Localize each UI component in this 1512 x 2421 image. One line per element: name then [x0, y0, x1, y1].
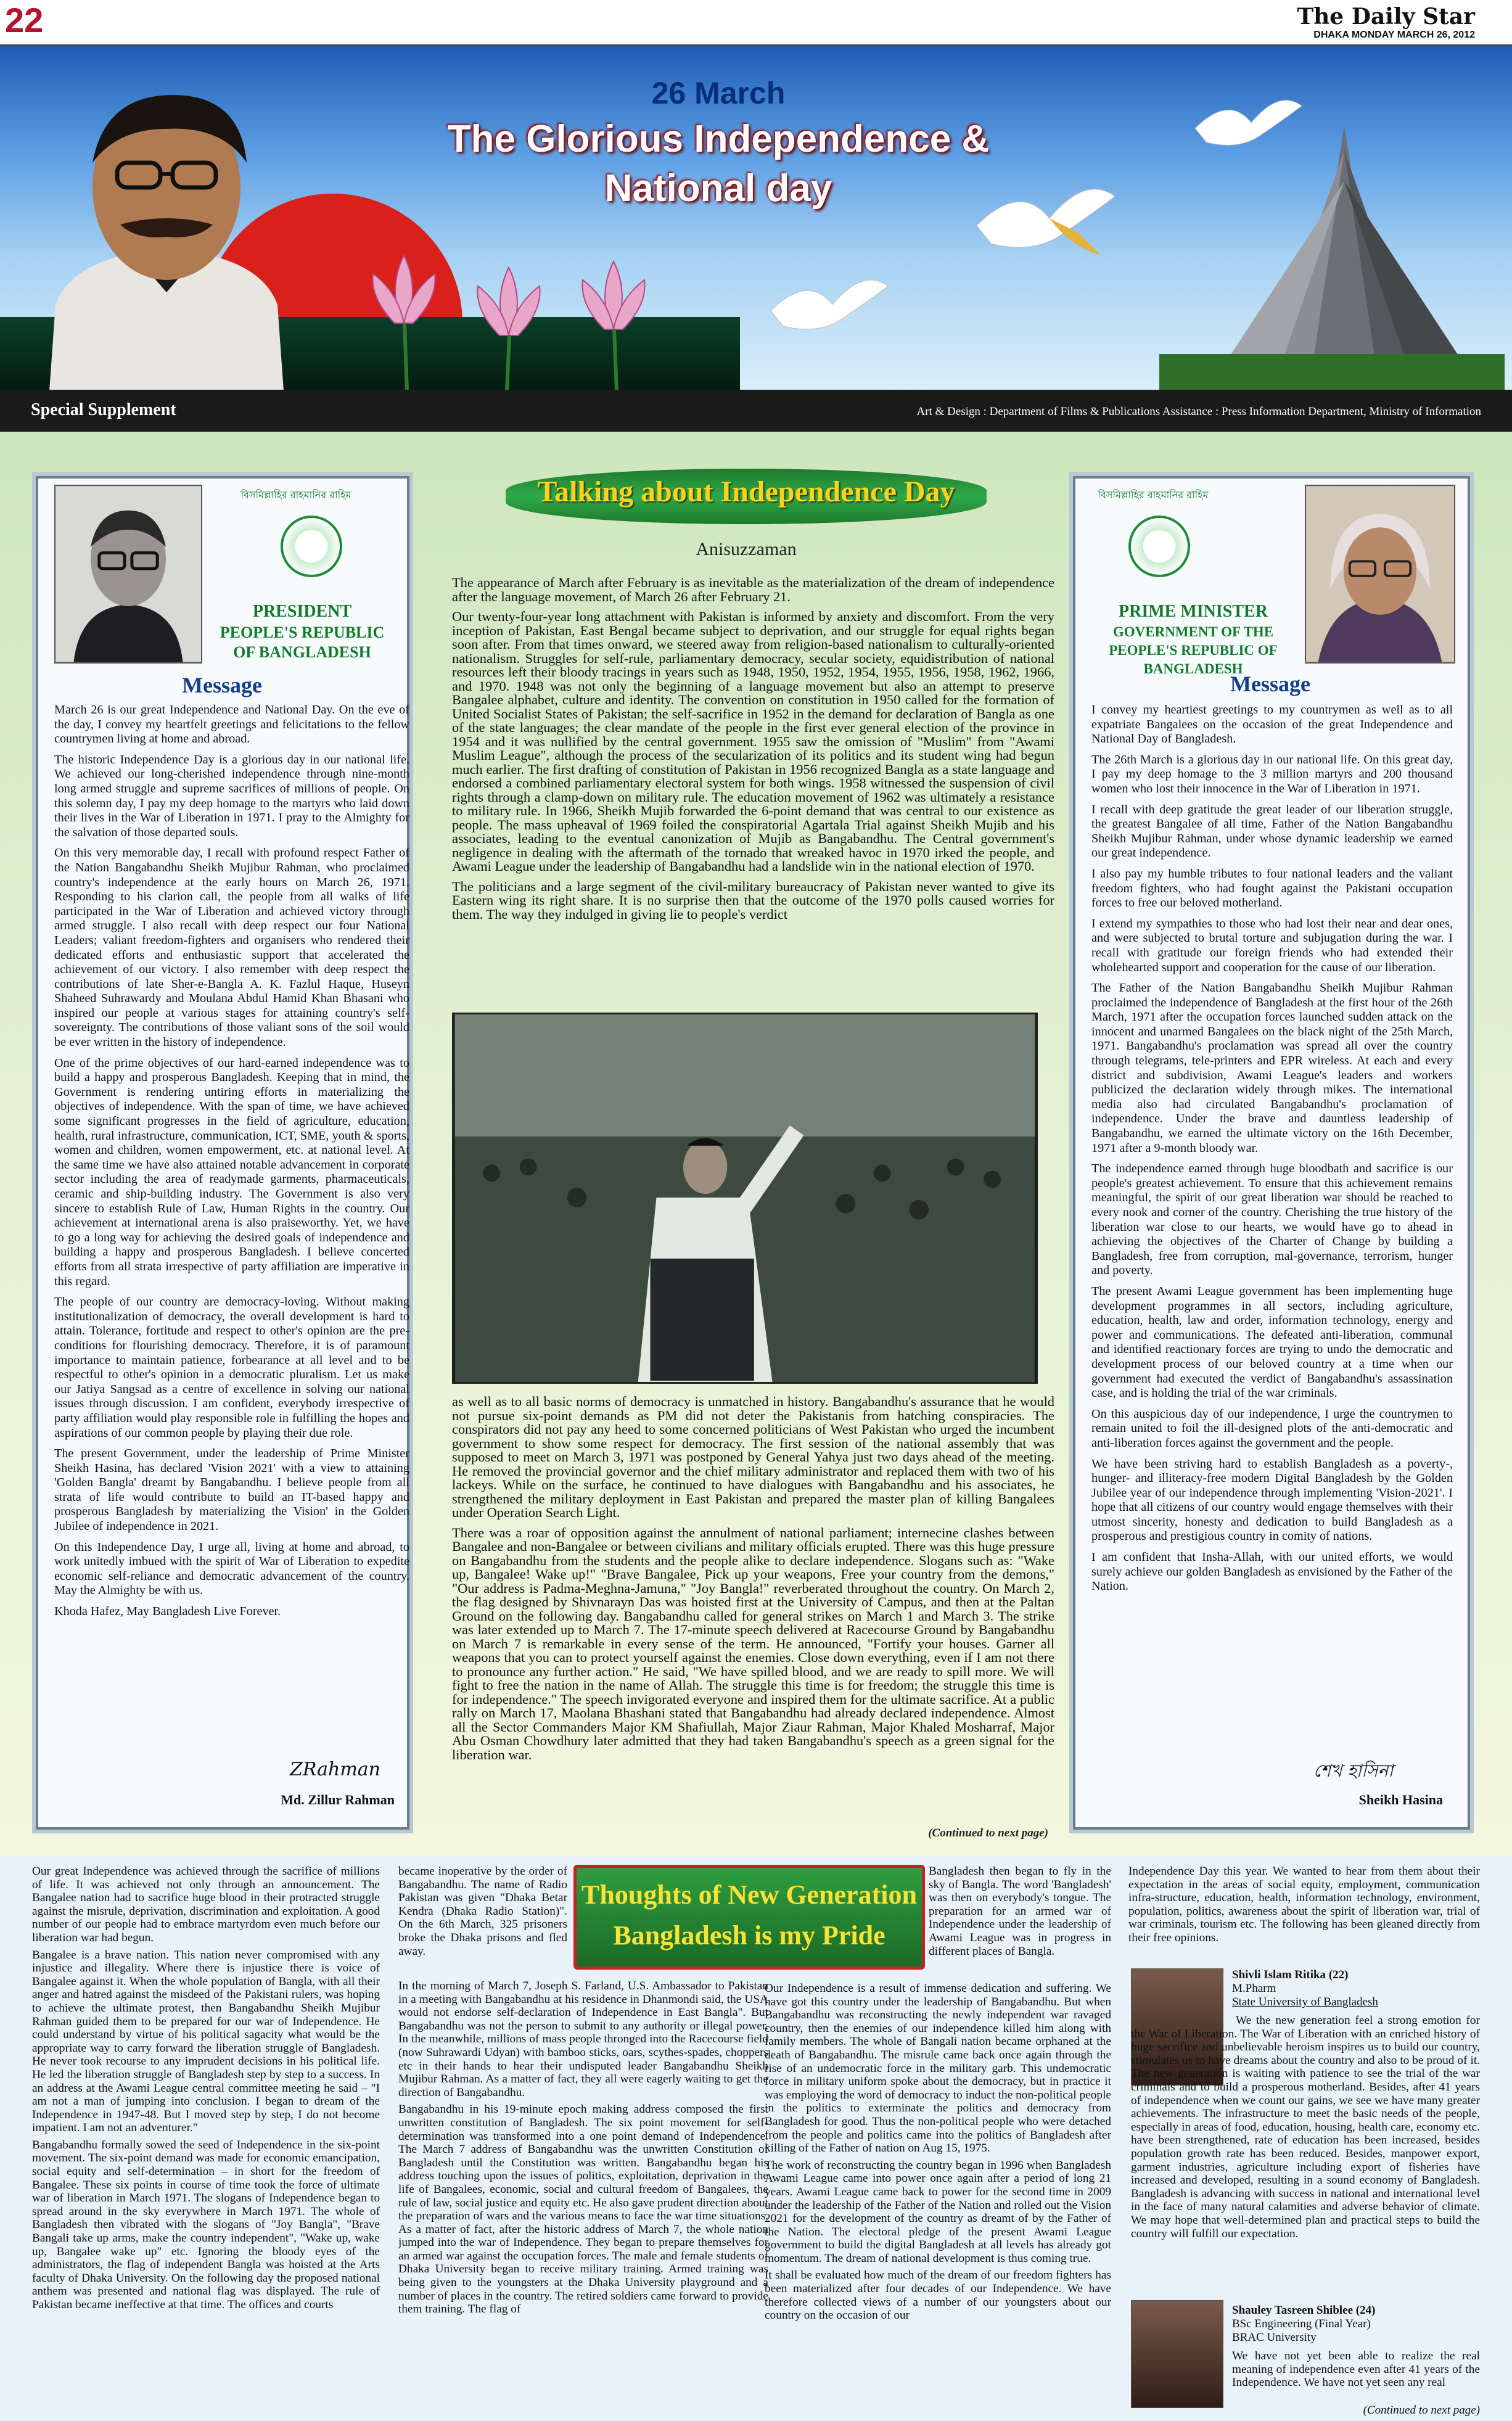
- paragraph: I also pay my humble tributes to four national leaders and the valiant freedom fighters, who had fought against the Pakistani occupation forces to free our beloved motherland.: [1091, 866, 1453, 910]
- emblem-icon: [1128, 516, 1190, 577]
- president-message-body: [54, 703, 409, 1770]
- feature-body-bottom: [452, 1395, 1054, 1827]
- paragraph: The present Awami League government has been implementing huge development programmes in all sectors, including agriculture, education, health, law and order, information technology, energy and power and communications. The defeated anti-liberation, communal and identified reactionary forces are trying to undo the democratic and development process of our beloved country at a time when our government had executed the verdict of Bangabandhu's assassination case, and is holding the trial of the war criminals.: [1091, 1284, 1453, 1400]
- feature-title: Talking about Independence Day: [537, 475, 955, 508]
- paragraph: There was a roar of opposition against the annulment of national parliament; internecine clashes between Bangalee and non-Bangalee or between civilians and military officials erupted. There was this huge pressure on Bangabandhu from the students and the people alike to declare independence. Slogans such as: "Wake up, Bangalee! Wake up!" "Brave Bangalee, Pick up your weapons, Free your country from the demons," "Our address is Padma-Meghna-Jamuna," "Joy Bangla!" reverberated throughout the country. On March 2, the flag designed by Shivnarayn Das was hoisted first at the University of Campus, and then at the Paltan Ground on the following day. Bangabandhu called for general strikes on March 1 and March 3. The strike was later extended up to March 7. The 17-minute speech delivered at Racecourse Ground by Bangabandhu on March 7 is remarkable in every sense of the term. He announced, "Fortify your houses. Garner all weapons that you can to protect yourself against the enemies. Close down everything, even if I am not there to pronounce any further action." He said, "We have spilled blood, and we are ready to spill more. We will fight to free the nation in the name of Allah. The struggle this time is for freedom; the struggle this time is for independence." The speech invigorated everyone and inspired them for the ultimate sacrifice. At a public rally on March 17, Maolana Bhashani stated that Bangabandhu had already declared independence. Almost all the Sector Commanders Major KM Shafiullah, Major Ziaur Rahman, Major Khaled Mosharraf, Major Abu Osman Chowdhury later admitted that they had taken Bangabandhu's speech as a green signal for the liberation war.: [452, 1524, 1054, 1762]
- bismillah-text: বিসমিল্লাহির রাহমানির রাহিম: [1098, 489, 1209, 501]
- profile-name: Shivli Islam Ritika (22): [1232, 1968, 1349, 1981]
- thoughts-column-4-intro: [1128, 1865, 1480, 1970]
- feature-body-top: [452, 576, 1054, 1008]
- profile-name: Shauley Tasreen Shiblee (24): [1232, 2304, 1376, 2317]
- profile-photo: [1131, 2300, 1223, 2408]
- banner-title: [401, 115, 1036, 213]
- paragraph: Bangladesh then began to fly in the sky of Bangla. The word 'Bangladesh' was then on everybody's tongue. The preparation for an armed war of Independence under the leadership of Awami League was in progress in different places of Bangla.: [929, 1865, 1111, 1958]
- paragraph: Independence Day this year. We wanted to hear from them about their expectation in the areas of social equity, employment, communication infra-structure, education, health, information technology, environment, population, politics, awareness about the spirit of liberation war, trial of war criminals, tourism etc. The following has been gleaned directly from their free opinions.: [1128, 1865, 1480, 1944]
- paragraph: I extend my sympathies to those who had lost their near and dear ones, and were subjected to brutal torture and subjugation during the war. I recall with gratitude our foreign friends who had extended their wholehearted support and cooperation for the cause of our liberation.: [1091, 916, 1453, 974]
- prime-minister-title: PRIME MINISTER: [1119, 602, 1268, 621]
- profile-opinion: We the new generation feel a strong emotion for the War of Liberation. The War of Liberation with an enriched history of huge sacrifice and unbelievable heroism inspires us to build our country, stimulates us to have dreams about the country and also to be proud of it. The new generation is waiting with patience to see the trial of the war criminals and to build a prosperous motherland. Besides, after 41 years of independence when we count our gains, we see we have many greater achievements. The infrastructure to meet the basic needs of the people, especially in areas of food, education, housing, health care, economy etc. have been strengthened, rate of education has been increased, besides population growth rate has been reduced. Besides, manpower export, garment industries, agriculture including export of fisheries have increased and developed, resulting in a sound economy of Bangladesh. Bangladesh is advancing with success in national and international level in the face of many natural calamities and adverse behavior of climate. We may hope that well-determined plan and practical steps to build the country will fulfill our expectation.: [1131, 2014, 1480, 2240]
- prime-minister-message-body: [1091, 703, 1453, 1751]
- banner-title-line: The Glorious Independence &: [447, 118, 990, 160]
- dove-graphic: [758, 268, 894, 342]
- national-memorial-graphic: [1159, 113, 1505, 390]
- paragraph: March 26 is our great Independence and National Day. On the eve of the day, I convey my heartfelt greetings and felicitations to the fellow countrymen living at home and abroad.: [54, 703, 409, 746]
- profile-degree: M.Pharm: [1232, 1982, 1276, 1995]
- prime-minister-signature: শেখ হাসিনা: [1313, 1761, 1394, 1781]
- issue-date: DHAKA MONDAY MARCH 26, 2012: [1313, 30, 1475, 40]
- profile-university: State University of Bangladesh: [1232, 1996, 1378, 2008]
- paragraph: In the morning of March 7, Joseph S. Farland, U.S. Ambassador to Pakistan in a meeting with Bangabandhu at his residence in Dhanmondi said, the USA would not endorse self-declaration of Independence in East Bangla". But Bangabandhu was not the person to submit to any authority or illegal power. In the meanwhile, millions of mass people thronged into the Racecourse field (now Suhrawardi Udyan) with bamboo sticks, oars, scythes-spades, choppers etc in their hands to hear their undisputed leader Bangabandhu Sheikh Mujibur Rahman. As a matter of fact, they all were eagerly waiting to get the direction of Bangabandhu.: [398, 1979, 768, 2099]
- bismillah-text: বিসমিল্লাহির রাহমানির রাহিম: [240, 489, 351, 501]
- profile-opinion: We have not yet been able to realize the real meaning of independence even after 41 years of the Independence. We have not yet seen any real: [1232, 2349, 1480, 2390]
- paragraph: Our twenty-four-year long attachment with Pakistan is informed by anxiety and discomfort. From the very inception of Pakistan, East Bengal became subject to deprivation, and our struggle for equal rights began soon after. From that times onward, we steered away from religion-based nationalism to culturally-oriented nationalism. Struggles for self-rule, parliamentary democracy, secular society, equidistribution of national resources left their bloody tracings in years such as 1948, 1950, 1952, 1954, 1955, 1956, 1958, 1962, 1966, and 1970. 1948 was not only the beginning of a language movement but also an attempt to preserve Bangalee alphabet, culture and identity. The convention on constitution in 1950 called for the formation of United Socialist States of Pakistan; the self-sacrifice in 1952 in the demand for declaration of Bangla as one of the state languages; the clear mandate of the people in the first ever general election of the province in 1954 and it was nullified by the central government. 1955 saw the omission of "Muslim" from "Awami Muslim League", although the process of the secularization of its politics and its student wing had begun much earlier. The first drafting of constitution of Pakistan in 1956 recognized Bangla as a state language and endorsed a combined parliamentary electoral system for both wings. 1958 witnessed the suspension of civil rights through a clamp-down on military rule. The education movement of 1962 was ultimately a resistance to military rule. In 1966, Sheikh Mujib forwarded the 6-point demand that was central to our existence as people. The mass upheaval of 1969 foiled the conspiratorial Agartala Trial against Sheikh Mujib and his associates, leading to the eventual canonization of Mujib as Bangabandhu. The Central government's negligence in dealing with the aftermath of the tornado that wreaked havoc in 1970 irked the people, and Awami League under the leadership of Bangabandhu had a landslide win in the national election of 1970.: [452, 609, 1054, 874]
- paragraph: On this Independence Day, I urge all, living at home and abroad, to work unitedly imbued with the spirit of War of Liberation to expedite economic self-reliance and democratic advancement of the country. May the Almighty be with us.: [54, 1540, 409, 1598]
- paragraph: We have been striving hard to establish Bangladesh as a poverty-, hunger- and illiteracy-free modern Digital Bangladesh by the Golden Jubilee year of our independence through implementing 'Vision-2021'. I hope that all citizens of our country would engage themselves with their utmost sincerity, honesty and dedication to build Bangladesh as a prosperous and prestigious country in comity of nations.: [1091, 1457, 1453, 1543]
- continued-note: (Continued to next page): [1363, 2404, 1480, 2417]
- thoughts-column-1: [32, 1865, 380, 2401]
- paragraph: One of the prime objectives of our hard-earned independence was to build a happy and prosperous Bangladesh. Keeping that in mind, the Government is rendering untiring efforts in materializing the objectives of independence. With the span of time, we have achieved some significant progresses in the field of agriculture, education, health, rural infrastructure, communication, ICT, SME, youth & sports, women and children, women empowerment, etc. at national level. At the same time we have also attained notable advancement in corporate sector including the area of readymade garments, pharmaceuticals, ceramic and ship-building industry. The Government is also very sincere to establish Rule of Law, Human Rights in the country. Our achievement at international arena is also praiseworthy. Yet, we have to go a long way for achieving the desired goals of independence and building a happy and prosperous Bangladesh. I believe concerted efforts from all strata irrespective of party affiliation are imperative in this regard.: [54, 1056, 409, 1288]
- continued-note: (Continued to next page): [928, 1827, 1048, 1839]
- paragraph: I recall with deep gratitude the great leader of our liberation struggle, the greatest Bangalee of all time, Father of the Nation Bangabandhu Sheikh Mujibur Rahman, under whose dynamic leadership we earned our great independence.: [1091, 802, 1453, 860]
- thoughts-column-2: [398, 1865, 567, 1978]
- thoughts-title-line: Thoughts of New Generation: [581, 1880, 917, 1910]
- paragraph: The 26th March is a glorious day in our national life. On this great day, I pay my deep homage to the 3 million martyrs and 200 thousand women who lost their innocence in the War of Liberation in 1971.: [1091, 752, 1453, 795]
- paragraph: I convey my heartiest greetings to my countrymen as well as to all expatriate Bangalees on the occasion of the great Independence and National Day of Bangladesh.: [1091, 703, 1453, 746]
- profile-info: [1232, 1968, 1479, 2009]
- prime-minister-subtitle: GOVERNMENT OF THE PEOPLE'S REPUBLIC OF BANGLADESH: [1109, 624, 1278, 676]
- thoughts-title: [573, 1875, 925, 1956]
- paragraph: The work of reconstructing the country began in 1996 when Bangladesh Awami League came into power once again after a period of long 21 years. Awami League came back to power for the second time in 2009 under the leadership of the Father of the Nation and rolled out the Vision 2021 for the development of the country as dreamt of by the Father of the Nation. The electoral pledge of the present Awami League government to build the digital Bangladesh at all levels has already got momentum. The dream of national development is thus coming true.: [765, 2158, 1111, 2265]
- paragraph: The people of our country are democracy-loving. Without making institutionalization of democracy, the overall development is hard to attain. Tolerance, fortitude and respect to other's opinion are the pre-conditions for flourishing democracy. Therefore, it is of paramount importance to maintain patience, forbearance at all level and to be respectful to other's opinion in a democratic pluralism. Let us make our Jatiya Sangsad as a centre of excellence in solving our national issues through discussion. I am confident, everybody irrespective of party affiliation would play responsible role in fulfilling the hopes and aspirations of our common people by playing their due role.: [54, 1295, 409, 1440]
- president-title: PRESIDENT: [252, 602, 352, 621]
- page-number: 22: [5, 1, 44, 39]
- special-supplement-label: Special Supplement: [31, 400, 176, 419]
- paragraph: Bangabandhu formally sowed the seed of Independence in the six-point movement. The six-point demand was made for economic emancipation, social equity and self-determination – in short for the freedom of Bangalee. These six points in course of time took the force of ultimate war of liberation in March 1971. The slogans of Independence began to spread around in the sky everywhere in March 1971. The whole of Bangladesh then vibrated with the slogans of "Joy Bangla", "Brave Bangali take up arms, make the country independent", "Wake up, wake up, Bangalee wake up" etc. Ignoring the bloody eyes of the administrators, the flag of independent Bangla was hoisted at the Arts faculty of Dhaka University. On the following day the proposed national anthem was presented and national flag was displayed. The rule of Pakistan became ineffective at that time. The offices and courts: [32, 2138, 380, 2311]
- bangabandhu-portrait: [12, 70, 321, 390]
- prime-minister-message-heading: Message: [1230, 672, 1310, 696]
- paragraph: Our Independence is a result of immense dedication and suffering. We have got this country under the leadership of Bangabandhu. But when Bangabandhu was reconstructing the newly independent war ravaged country, then the enemies of our independence killed him along with family members. The whole of Bangali nation became orphaned at the death of Bangabandhu. The misrule came back once again through the rise of an undemocratic force in the military garb. This undemocratic force in military uniform spoke about the democracy, but in practice it was employing the word of democracy to induct the non-political people in the politics to exterminate the politics and democracy from Bangladesh for good. Thus the non-political people who were detached from the people and politics came into the politics of Bangladesh after killing of the Father of nation on Aug 15, 1975.: [765, 1982, 1111, 2155]
- credits-line: Art & Design : Department of Films & Publications Assistance : Press Information Department, Ministry of Information: [916, 405, 1481, 418]
- president-signature: ZRahman: [290, 1759, 380, 1780]
- paragraph: The independence earned through huge bloodbath and sacrifice is our people's greatest achievement. To ensure that this achievement remains meaningful, the spirit of our great liberation war should be reached to every nook and corner of the country. Cherishing the true history of the liberation war close to our hearts, we would have go to ahead in achieving the objectives of the Charter of Change by building a Bangladesh, free from corruption, mal-governance, terrorism, hunger and poverty.: [1091, 1162, 1453, 1278]
- banner-title-line: National day: [604, 167, 832, 210]
- paragraph: Bangalee is a brave nation. This nation never compromised with any injustice and illegality. Where there is injustice there is voice of Bangalee against it. When the whole population of Bangla, with all their anger and hatred against the misdeed of the Pakistani rulers, was hoping to achieve the ultimate protest, then Bangabandhu Sheikh Mujibur Rahman guided them to be prepared for our war of Independence. He could understand by virtue of his political sagacity what would be the appropriate way to carry forward the liberation struggle of Bangladesh. He never took recourse to any imprudent decisions in his political life. He led the liberation struggle of Bangladesh step by step to a success. In an address at the Awami League central committee meeting he said – "I am not a man of jumping into conclusion. I began to dream of the Independence in 1947-48. But I moved step by step, I do not become impatient. I am not an adventurer.": [32, 1948, 380, 2135]
- prime-minister-photo: [1305, 485, 1455, 664]
- paragraph: as well as to all basic norms of democracy is unmatched in history. Bangabandhu's assurance that he would not pursue six-point demands as PM did not deter the Pakistanis from hatching conspiracies. The conspirators did not pay any heed to some concerned politicians of West Pakistan who urged the incumbent government to show some respect for democracy. The first session of the national assembly that was supposed to meet on March 3, 1971 was postponed by General Yahya just two days ahead of the meeting. He removed the provincial governor and the chief military administrator and replaced them with two of his lackeys. While on the surface, he continued to have dialogues with Bangabandhu and his associates, he strengthened the military deployment in East Pakistan and prepared the master plan of killing Bangalees under Operation Search Light.: [452, 1394, 1054, 1520]
- march-7-rally-photo: [452, 1013, 1038, 1384]
- paragraph: I am confident that Insha-Allah, with our united efforts, we would surely achieve our golden Bangladesh as envisioned by the Father of the Nation.: [1091, 1550, 1453, 1593]
- profile-info: [1232, 2304, 1479, 2345]
- paragraph: On this auspicious day of our independence, I urge the countrymen to remain united to foil the ill-designed plots of the anti-democratic and anti-liberation forces against the government and the people.: [1091, 1407, 1453, 1450]
- paragraph: Khoda Hafez, May Bangladesh Live Forever.: [54, 1605, 281, 1619]
- paragraph: On this very memorable day, I recall with profound respect Father of the Nation Bangabandhu Sheikh Mujibur Rahman, who proclaimed country's independence at the early hours on March 26, 1971. Responding to his clarion call, the people from all walks of life participated in the War of Liberation and achieved victory through armed struggle. I also recall with deep respect our four National Leaders; valiant freedom-fighters and organisers who rendered their dedicated efforts and enthusiastic support that accelerated the achievement of our victory. I also remember with deep respect the contributions of late Sher-e-Bangla A. K. Fazlul Haque, Huseyn Shaheed Suhrawardy and Moulana Abdul Hamid Khan Bhasani who inspired our people at various stages for attaining country's self-sovereignty. The contributions of those valiant sons of the soil would be ever written in the history of independence.: [54, 846, 409, 1050]
- feature-author: Anisuzzaman: [696, 539, 797, 559]
- thoughts-title-line: Bangladesh is my Pride: [613, 1920, 885, 1950]
- emblem-icon: [281, 516, 342, 577]
- thoughts-column-2-cont: [398, 1979, 768, 2405]
- president-photo: [54, 485, 202, 664]
- paragraph: Our great Independence was achieved through the sacrifice of millions of life. It was achieved not only through an announcement. The Bangalee nation had to sacrifice huge blood in their protracted struggle against the misrule, deprivation, discrimination and exploitation. A good number of our people had to embrace martyrdom even much before our liberation war had begun.: [32, 1865, 380, 1944]
- paragraph: The Father of the Nation Bangabandhu Sheikh Mujibur Rahman proclaimed the independence of Bangladesh at the first hour of the 26th March, 1971 after the occupation forces launched sudden attack on the innocent and unarmed Bangalees on the black night of the 25th March, 1971. Bangabandhu's proclamation was spread all over the country through telegrams, tele-printers and EPR wireless. At each and every district and subdivision, Awami League's leaders and workers publicized the declaration widely through mikes. The international media also had circulated Bangabandhu's proclamation of independence. Under the brave and dauntless leadership of Bangabandhu, we earned the ultimate victory on the 16th December, 1971 after a 9-month bloody war.: [1091, 981, 1453, 1155]
- paragraph: It shall be evaluated how much of the dream of our freedom fighters has been materialized after four decades of our Independence. We have therefore collected views of a number of our youngsters about our country on the occasion of our: [765, 2269, 1111, 2322]
- paragraph: The historic Independence Day is a glorious day in our national life. We achieved our long-cherished independence through nine-month long armed struggle and supreme sacrifices of millions of people. On this solemn day, I pay my deep homage to the martyrs who laid down their lives in the War of Liberation in 1971. I pray to the Almighty for the salvation of those departed souls.: [54, 752, 409, 839]
- masthead-logo: The Daily Star: [1297, 4, 1475, 30]
- paragraph: The appearance of March after February is as inevitable as the materialization of the dream of independence after the language movement, of March 26 after February 21.: [452, 575, 1054, 604]
- banner: [0, 44, 1512, 390]
- paragraph: The politicians and a large segment of the civil-military bureaucracy of Pakistan never wanted to give its Eastern wing its right share. It is no surprise then that the outcome of the 1970 polls caused worries for them. The way they indulged in giving lie to people's verdict: [452, 878, 1054, 922]
- thoughts-column-3: [765, 1982, 1111, 2407]
- president-message-heading: Message: [182, 673, 262, 697]
- masthead: [1297, 4, 1475, 41]
- paragraph: became inoperative by the order of Bangabandhu. The name of Radio Pakistan was given "Dhaka Betar Kendra (Dhaka Radio Station)". On the 6th March, 325 prisoners broke the Dhaka prisons and fled away.: [398, 1865, 567, 1958]
- thoughts-column-3-top: [929, 1865, 1111, 1982]
- profile-degree: BSc Engineering (Final Year): [1232, 2317, 1371, 2330]
- paragraph: The present Government, under the leadership of Prime Minister Sheikh Hasina, has declared 'Vision 2021' with a view to attaining 'Golden Bangla' dreamt by Bangabandhu. I believe people from all strata of life would contribute to build an IT-based happy and prosperous Bangladesh by materializing the Vision' in the Golden Jubilee of independence in 2021.: [54, 1447, 409, 1534]
- banner-date: 26 March: [651, 76, 786, 110]
- profile-university: BRAC University: [1232, 2331, 1317, 2344]
- prime-minister-name: Sheikh Hasina: [1358, 1792, 1443, 1807]
- president-name: Md. Zillur Rahman: [281, 1792, 395, 1807]
- lotus-flowers: [345, 231, 666, 390]
- president-subtitle: PEOPLE'S REPUBLIC OF BANGLADESH: [220, 623, 385, 661]
- paragraph: Bangabandhu in his 19-minute epoch making address composed the first unwritten constitution of Bangladesh. The six point movement for self-determination was transformed into a one point demand of Independence. The March 7 address of Bangabandhu was the unwritten Constitution of Bangladesh until the Constitution was written. Bangabandhu began his address touching upon the issues of politics, exploitation, deprivation in the life of Bangalees, economic, social and cultural freedom of Bangalees, the rule of law, social justice and equity etc. He also gave prudent direction about the preparation of wars and the various means to face the war time situations. As a matter of fact, after the historic address of March 7, the whole nation jumped into the war of Independence. They began to prepare themselves for an armed war against the occupation forces. The male and female students of Dhaka University began to receive military training. Armed training was being given to the youngsters at the Dhaka University playground and a number of places in the country. The retired soldiers came forward to provide them training. The flag of: [398, 2103, 768, 2316]
